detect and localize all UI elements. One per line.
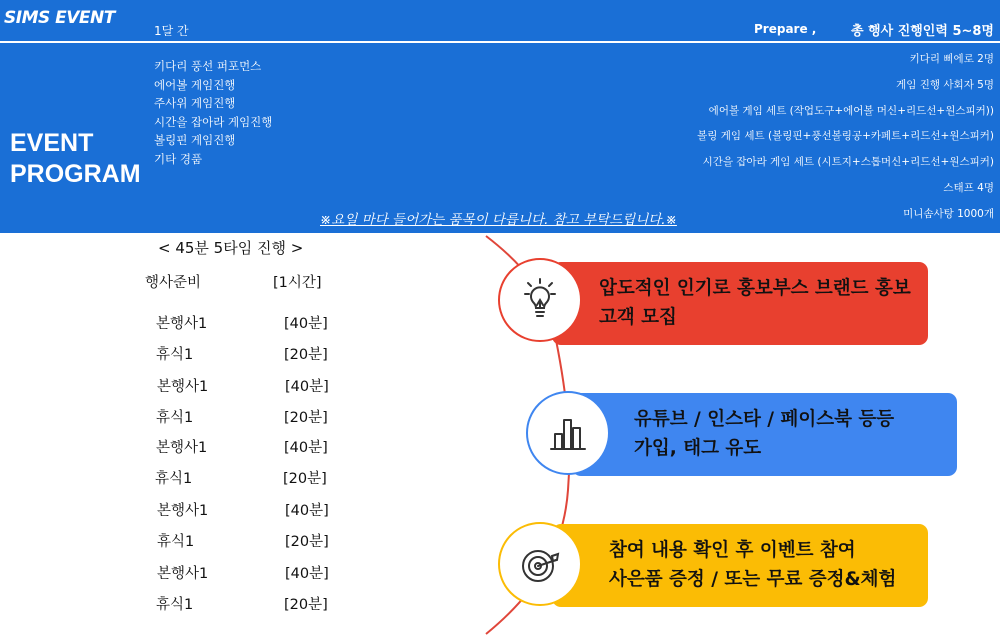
program-item: 시간을 잡아라 게임진행 [154,114,273,129]
card-line: 유튜브 / 인스타 / 페이스북 등등 [634,409,895,430]
schedule-time: [20분] [284,597,328,613]
requirement-item: 키다리 삐에로 2명 [909,53,994,65]
schedule-time: [20분] [284,347,328,363]
requirement-item: 스태프 4명 [943,181,994,194]
schedule-name: 본행사1 [156,316,208,332]
program-item: 키다리 풍선 퍼포먼스 [154,59,262,73]
brand-logo: SIMS EVENT [4,8,115,28]
schedule-time: [40분] [284,316,328,332]
schedule-title: < 45분 5타임 진행 > [158,239,304,257]
schedule-time: [20분] [284,410,328,426]
schedule-time: [20분] [283,471,327,487]
requirement-item: 시간을 잡아라 게임 세트 (시트지+스톱머신+리드선+원스피커) [702,156,994,169]
schedule-name: 본행사1 [157,379,209,395]
schedule-time: [1시간] [273,275,322,291]
requirement-item: 에어볼 게임 세트 (작업도구+에어볼 머신+리드선+원스피커)) [708,104,994,117]
feature-card-promotion [552,262,928,345]
program-item: 에어볼 게임진행 [154,77,236,92]
schedule-name: 본행사1 [156,440,208,456]
card-line: 참여 내용 확인 후 이벤트 참여 [609,540,856,561]
card-line: 고객 모집 [599,307,677,328]
requirement-item: 미니솜사탕 1000개 [903,207,994,220]
program-item: 기타 경품 [154,151,203,166]
schedule-name: 휴식1 [156,410,194,426]
schedule-name: 행사준비 [145,275,202,291]
card-line: 가입, 태그 유도 [634,438,762,459]
event-title-line: PROGRAM [10,160,141,188]
target-icon [515,539,565,589]
bar-chart-icon-circle [526,391,610,475]
schedule-name: 휴식1 [156,597,194,613]
schedule-name: 본행사1 [157,503,209,519]
schedule-name: 휴식1 [156,347,194,363]
lightbulb-icon [515,275,565,325]
program-item: 주사위 게임진행 [154,96,236,110]
target-icon-circle [498,522,582,606]
card-line: 압도적인 인기로 홍보부스 브랜드 홍보 [599,278,911,299]
notice-text: ※요일 마다 들어가는 품목이 다릅니다. 참고 부탁드립니다.※ [320,212,677,228]
schedule-time: [40분] [285,379,329,395]
duration-label: 1달 간 [154,24,189,38]
prepare-label: Prepare , [754,22,817,36]
schedule-time: [20분] [285,534,329,550]
program-item: 볼링핀 게임진행 [154,133,236,147]
schedule-time: [40분] [285,566,329,582]
requirement-item: 볼링 게임 세트 (볼링핀+풍선볼링공+카페트+리드선+원스피커) [697,130,994,143]
schedule-name: 휴식1 [155,471,193,487]
schedule-name: 본행사1 [157,566,209,582]
feature-card-social [572,393,957,476]
card-line: 사은품 증정 / 또는 무료 증정&체험 [609,569,897,590]
bar-chart-icon [543,408,593,458]
lightbulb-icon-circle [498,258,582,342]
feature-card-event [552,524,928,607]
schedule-time: [40분] [285,503,329,519]
requirement-item: 게임 진행 사회자 5명 [896,78,994,91]
staff-total-label: 총 행사 진행인력 5~8명 [850,24,994,39]
schedule-time: [40분] [284,440,328,456]
event-title-line: EVENT [10,129,94,157]
schedule-name: 휴식1 [157,534,195,550]
